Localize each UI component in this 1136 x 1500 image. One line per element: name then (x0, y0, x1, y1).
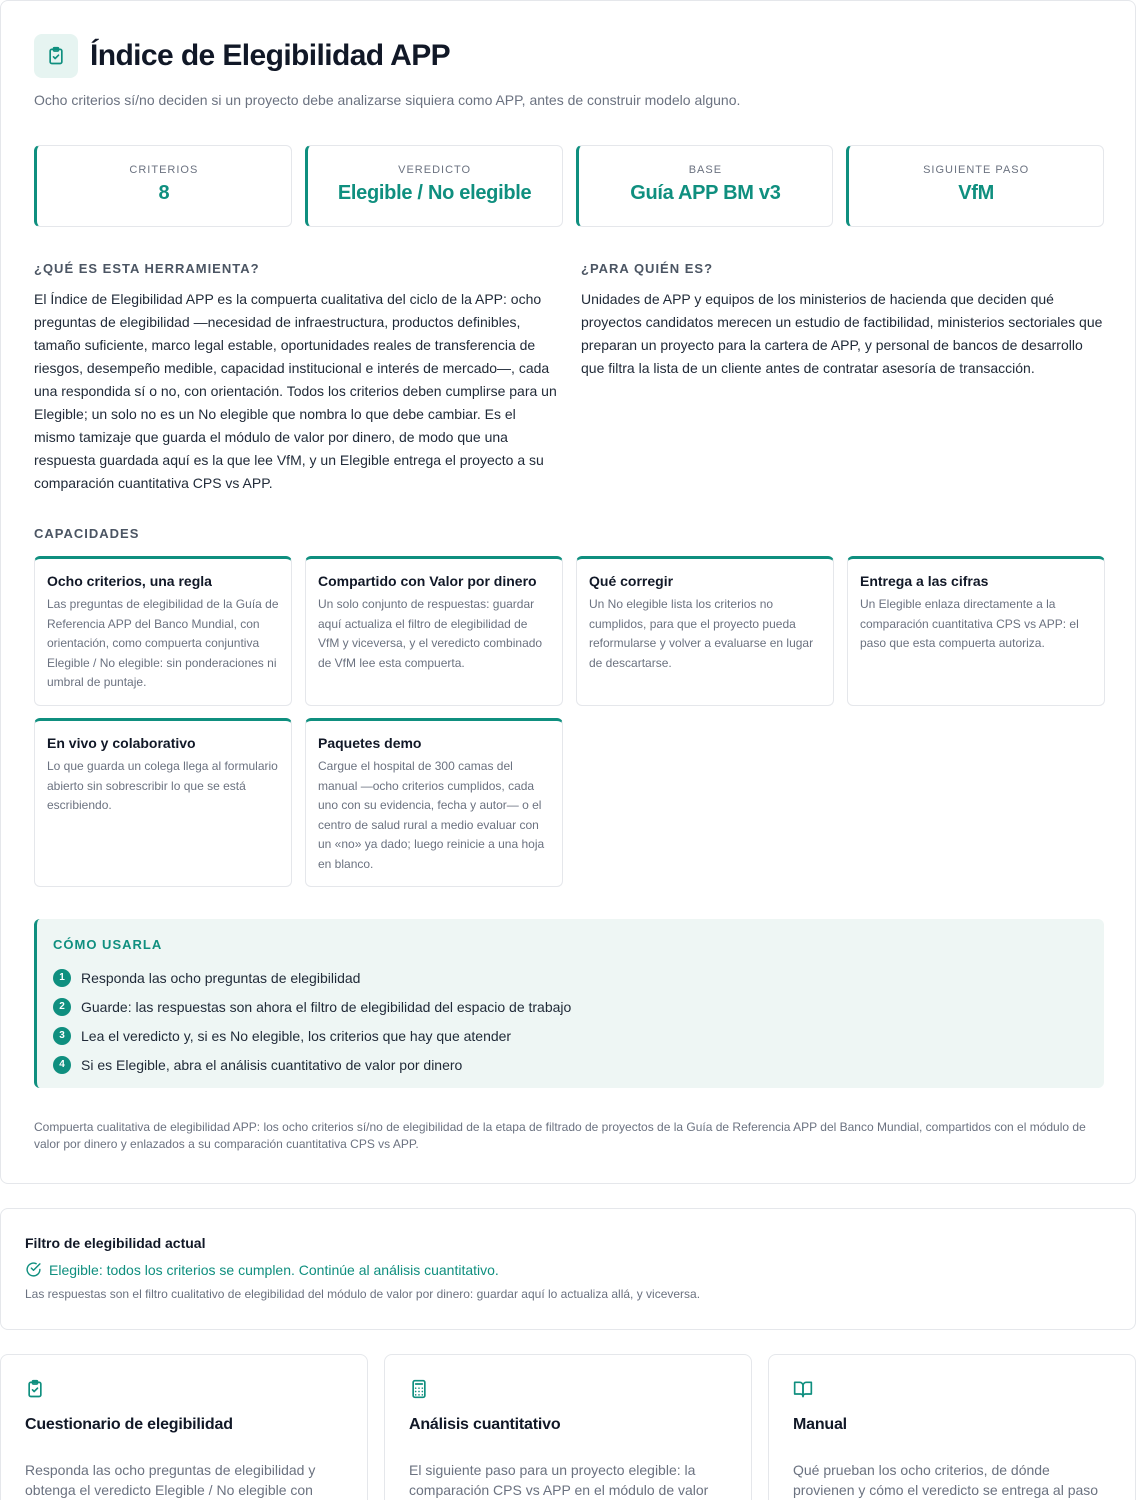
step-number: 1 (53, 969, 71, 987)
link-title: Análisis cuantitativo (409, 1416, 561, 1433)
howto-step (53, 992, 1088, 1021)
capability-desc: Un Elegible enlaza directamente a la comparación cuantitativa CPS vs APP: el paso que esta compuerta autoriza. (860, 597, 1079, 650)
page-title: Índice de Elegibilidad APP (90, 39, 451, 72)
stat-value: Elegible / No elegible (337, 182, 532, 204)
book-open-icon (793, 1379, 813, 1399)
capability-title: En vivo y colaborativo (47, 735, 196, 751)
capability-title: Qué corregir (589, 573, 674, 589)
who-body: Unidades de APP y equipos de los ministerios de hacienda que deciden qué proyectos candidatos merecen un estudio de factibilidad, ministerios sectoriales que preparan un proyecto para la cartera de APP, y personal de bancos de desarrollo que filtra la lista de un cliente antes de contratar asesoría de transacción. (581, 291, 1103, 376)
who-heading: ¿PARA QUIÉN ES? (581, 261, 714, 276)
filter-note: Las respuestas son el filtro cualitativo de elegibilidad del módulo de valor por dinero: guardar aquí lo actualiza allá, y viceversa. (25, 1287, 701, 1301)
stat-base (576, 145, 834, 227)
capability-card (847, 556, 1105, 706)
step-text: Si es Elegible, abra el análisis cuantitativo de valor por dinero (81, 1056, 463, 1073)
capability-desc: Un No elegible lista los criterios no cumplidos, para que el proyecto pueda reformularse y volver a evaluarse en lugar de descartarse. (589, 597, 814, 670)
step-text: Guarde: las respuestas son ahora el filtro de elegibilidad del espacio de trabajo (81, 998, 572, 1015)
capability-card (305, 556, 563, 706)
stat-label: CRITERIOS (129, 164, 199, 176)
link-card-cuestionario[interactable] (0, 1354, 368, 1500)
current-filter-panel (0, 1208, 1136, 1330)
link-desc: Responda las ocho preguntas de elegibilidad y obtenga el veredicto Elegible / No elegible con (25, 1462, 316, 1498)
step-text: Lea el veredicto y, si es No elegible, los criterios que hay que atender (81, 1027, 512, 1044)
capability-desc: Las preguntas de elegibilidad de la Guía de Referencia APP del Banco Mundial, con orientación, como compuerta conjuntiva Elegible / No elegible: sin ponderaciones ni umbral de puntaje. (47, 597, 279, 689)
capability-card (305, 718, 563, 887)
link-card-manual[interactable] (768, 1354, 1136, 1500)
howto-heading: CÓMO USARLA (53, 937, 163, 952)
capability-desc: Cargue el hospital de 300 camas del manual —ocho criterios cumplidos, cada uno con su evidencia, fecha y autor— o el centro de salud rural a medio evaluar con un «no» ya dado; luego reinicie a una hoja en blanco. (318, 759, 545, 871)
link-title: Cuestionario de elegibilidad (25, 1416, 233, 1433)
what-body: El Índice de Elegibilidad APP es la compuerta cualitativa del ciclo de la APP: ocho preguntas de elegibilidad —necesidad de infraestructura, productos definibles, tamaño suficiente, marco legal estable, oportunidades reales de transferencia de riesgos, desempeño medible, capacidad institucional e interés de mercado—, cada una respondida sí o no, con orientación. Todos los criterios deben cumplirse para un Elegible; un solo no es un No elegible que nombra lo que debe cambiar. Es el mismo tamizaje que guarda el módulo de valor por dinero, de modo que una respuesta guardada aquí es la que lee VfM, y un Elegible entrega el proyecto a su comparación cuantitativa CPS vs APP. (34, 291, 557, 491)
capability-title: Compartido con Valor por dinero (318, 573, 537, 589)
what-section (34, 261, 559, 495)
capabilities-grid (34, 556, 1104, 887)
capability-card (34, 718, 292, 887)
capability-card (34, 556, 292, 706)
how-to-use (34, 919, 1104, 1088)
page-subtitle: Ocho criterios sí/no deciden si un proyecto debe analizarse siquiera como APP, antes de construir modelo alguno. (34, 92, 741, 108)
capability-card (576, 556, 834, 706)
navigation-cards (0, 1354, 1136, 1500)
clipboard-check-icon (34, 34, 78, 78)
filter-title: Filtro de elegibilidad actual (25, 1235, 206, 1251)
link-card-analisis[interactable] (384, 1354, 752, 1500)
link-title: Manual (793, 1416, 847, 1433)
howto-step (53, 963, 1088, 992)
capability-title: Entrega a las cifras (860, 573, 989, 589)
what-heading: ¿QUÉ ES ESTA HERRAMIENTA? (34, 261, 260, 276)
howto-step (53, 1050, 1088, 1079)
clipboard-check-icon (25, 1379, 45, 1399)
step-number: 3 (53, 1027, 71, 1045)
step-text: Responda las ocho preguntas de elegibilidad (81, 969, 361, 986)
header (34, 34, 450, 78)
stat-value: Guía APP BM v3 (630, 182, 781, 204)
stat-value: 8 (158, 182, 170, 204)
footnote: Compuerta cualitativa de elegibilidad APP: los ocho criterios sí/no de elegibilidad de la etapa de filtrado de proyectos de la Guía de Referencia APP del Banco Mundial, compartidos con el módulo de valor por dinero y enlazados a su comparación cuantitativa CPS vs APP. (34, 1120, 1086, 1151)
link-desc: Qué prueban los ocho criterios, de dónde provienen y cómo el veredicto se entrega al paso (793, 1462, 1099, 1498)
capability-desc: Lo que guarda un colega llega al formulario abierto sin sobrescribir lo que se está escribiendo. (47, 759, 278, 812)
step-number: 2 (53, 998, 71, 1016)
step-number: 4 (53, 1056, 71, 1074)
stat-veredicto (305, 145, 563, 227)
howto-steps (53, 963, 1088, 1079)
check-circle-icon (25, 1261, 42, 1278)
howto-step (53, 1021, 1088, 1050)
stat-value: VfM (958, 182, 994, 204)
capabilities-heading: CAPACIDADES (34, 526, 140, 541)
link-desc: El siguiente paso para un proyecto elegible: la comparación CPS vs APP en el módulo de valor (409, 1462, 709, 1498)
stat-label: VEREDICTO (398, 164, 472, 176)
stat-label: SIGUIENTE PASO (923, 164, 1030, 176)
filter-status-text: Elegible: todos los criterios se cumplen. Continúe al análisis cuantitativo. (49, 1261, 499, 1278)
filter-status (25, 1261, 1111, 1278)
who-section (581, 261, 1103, 380)
capability-desc: Un solo conjunto de respuestas: guardar aquí actualiza el filtro de elegibilidad de VfM y viceversa, y el veredicto combinado de VfM lee esta compuerta. (318, 597, 543, 670)
capability-title: Paquetes demo (318, 735, 422, 751)
stats-row (34, 145, 1104, 227)
capability-title: Ocho criterios, una regla (47, 573, 212, 589)
calculator-icon (409, 1379, 429, 1399)
stat-siguiente-paso (846, 145, 1104, 227)
stat-criterios (34, 145, 292, 227)
stat-label: BASE (688, 164, 723, 176)
